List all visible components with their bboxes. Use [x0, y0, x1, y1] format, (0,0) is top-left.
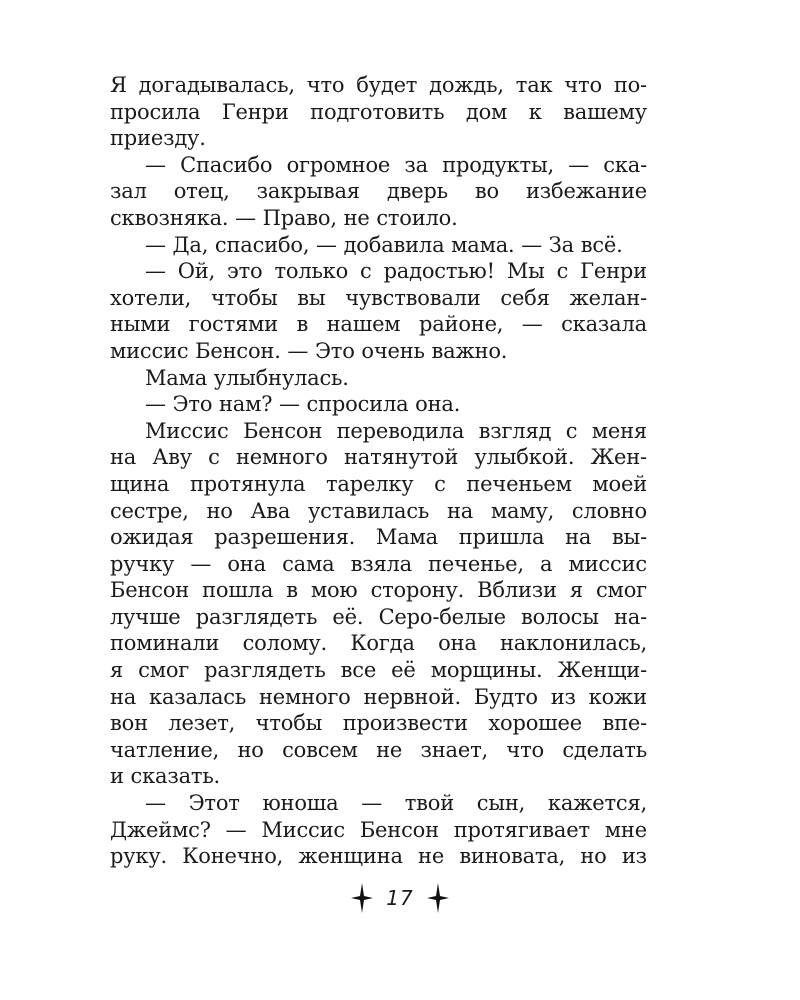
- text-line: поминали солому. Когда она наклонилась,: [110, 631, 647, 656]
- text-line: ожидая разрешения. Мама пришла на вы-: [110, 525, 647, 550]
- text-line: — Этот юноша — твой сын, кажется,: [145, 791, 647, 816]
- text-line: Я догадывалась, что будет дождь, так что по-: [110, 73, 647, 97]
- text-line: миссис Бенсон. — Это очень важно.: [110, 338, 508, 363]
- text-line: Мама улыбнулась.: [145, 365, 349, 390]
- text-line: Бенсон пошла в мою сторону. Вблизи я смог: [110, 578, 647, 603]
- text-line: на Аву с немного натянутой улыбкой. Жен-: [110, 445, 647, 470]
- text-line: и сказать.: [110, 764, 221, 789]
- text-line: Джеймс? — Миссис Бенсон протягивает мне: [110, 817, 647, 842]
- text-line: лучше разглядеть её. Серо-белые волосы на-: [110, 604, 647, 629]
- text-line: ручку — она сама взяла печенье, а миссис: [110, 551, 647, 576]
- page-body-text: [110, 72, 647, 870]
- text-line: просила Генри подготовить дом к вашему: [110, 99, 647, 124]
- text-line: сестре, но Ава уставилась на маму, словно: [110, 498, 647, 523]
- text-line: щина протянула тарелку с печеньем моей: [110, 471, 647, 496]
- text-line: вон лезет, чтобы произвести хорошее впе-: [110, 711, 647, 736]
- text-line: Миссис Бенсон переводила взгляд с меня: [145, 418, 647, 443]
- text-line: зал отец, закрывая дверь во избежание: [110, 179, 647, 204]
- text-line: — Спасибо огромное за продукты, — ска-: [145, 152, 647, 177]
- text-line: приезду.: [110, 126, 206, 151]
- text-line: хотели, чтобы вы чувствовали себя желан-: [110, 285, 647, 310]
- text-line: чатление, но совсем не знает, что сделать: [110, 737, 647, 762]
- text-line: — Ой, это только с радостью! Мы с Генри: [145, 259, 647, 284]
- text-line: ными гостями в нашем районе, — сказала: [110, 312, 647, 337]
- text-line: — Это нам? — спросила она.: [145, 392, 461, 417]
- text-line: я смог разглядеть все её морщины. Женщи-: [110, 658, 647, 683]
- text-line: сквозняка. — Право, не стоило.: [110, 205, 458, 230]
- text-line: руку. Конечно, женщина не виновата, но из: [110, 844, 647, 869]
- star-ornament-left-icon: [350, 882, 374, 914]
- star-ornament-right-icon: [426, 882, 450, 914]
- page-number: 17: [386, 886, 414, 910]
- page-folio: [0, 880, 800, 916]
- text-line: — Да, спасибо, — добавила мама. — За всё.: [145, 232, 623, 257]
- text-line: на казалась немного нервной. Будто из кожи: [110, 684, 647, 709]
